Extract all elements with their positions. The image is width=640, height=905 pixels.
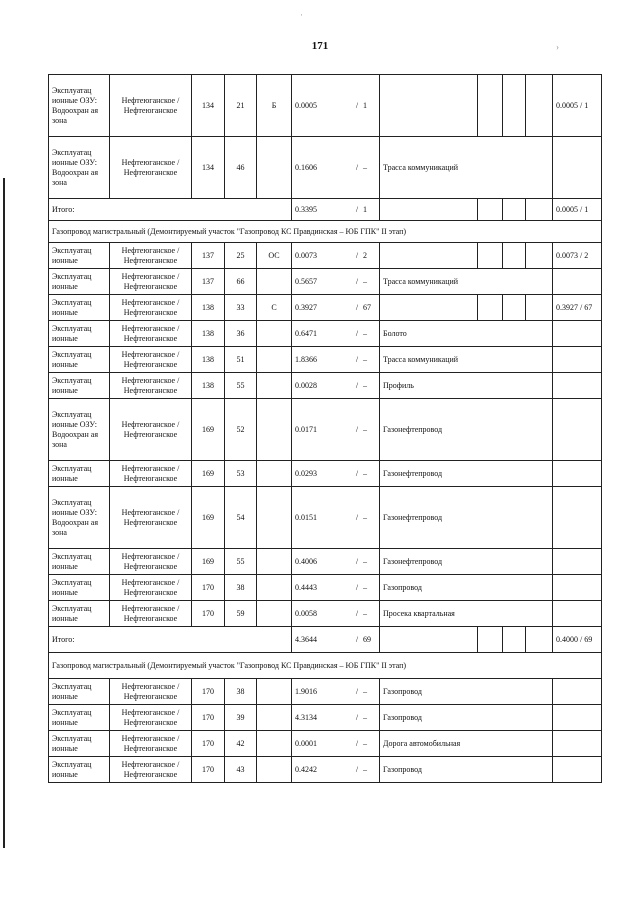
category bbox=[257, 269, 292, 295]
land-description: Трасса коммуникаций bbox=[380, 347, 553, 373]
empty-cell bbox=[503, 199, 526, 221]
municipality: Нефтеюганское / Нефтеюганское bbox=[110, 731, 192, 757]
area-separator: / bbox=[355, 380, 359, 390]
area-cell bbox=[292, 399, 380, 461]
empty-cell bbox=[526, 75, 553, 137]
plot-number: 52 bbox=[225, 399, 257, 461]
area-cell bbox=[292, 347, 380, 373]
area-separator: / bbox=[355, 204, 359, 214]
category bbox=[257, 705, 292, 731]
category bbox=[257, 461, 292, 487]
area-count: – bbox=[363, 512, 367, 522]
area-separator: / bbox=[355, 712, 359, 722]
municipality: Нефтеюганское / Нефтеюганское bbox=[110, 137, 192, 199]
table-row bbox=[49, 373, 602, 399]
empty-cell bbox=[503, 295, 526, 321]
area-count: 1 bbox=[363, 204, 367, 214]
quarter-number: 138 bbox=[192, 321, 225, 347]
quarter-number: 169 bbox=[192, 461, 225, 487]
table-row bbox=[49, 575, 602, 601]
municipality: Нефтеюганское / Нефтеюганское bbox=[110, 705, 192, 731]
category bbox=[257, 757, 292, 783]
table-row bbox=[49, 321, 602, 347]
area-count: – bbox=[363, 354, 367, 364]
plot-number: 38 bbox=[225, 679, 257, 705]
area-count: 67 bbox=[363, 302, 371, 312]
municipality: Нефтеюганское / Нефтеюганское bbox=[110, 75, 192, 137]
usage-type: Эксплуатац ионные bbox=[49, 269, 110, 295]
usage-type: Эксплуатац ионные bbox=[49, 321, 110, 347]
quarter-number: 138 bbox=[192, 373, 225, 399]
quarter-number: 169 bbox=[192, 549, 225, 575]
land-description: Газопровод bbox=[380, 575, 553, 601]
category bbox=[257, 399, 292, 461]
municipality: Нефтеюганское / Нефтеюганское bbox=[110, 679, 192, 705]
category bbox=[257, 601, 292, 627]
category bbox=[257, 373, 292, 399]
quarter-number: 170 bbox=[192, 575, 225, 601]
empty-cell bbox=[380, 243, 478, 269]
quarter-number: 170 bbox=[192, 757, 225, 783]
usage-type: Эксплуатац ионные bbox=[49, 461, 110, 487]
page-number: 171 bbox=[311, 40, 329, 52]
scan-mark: · bbox=[300, 10, 303, 20]
land-description: Профиль bbox=[380, 373, 553, 399]
plot-number: 36 bbox=[225, 321, 257, 347]
total-value: 0.3927 / 67 bbox=[553, 295, 602, 321]
quarter-number: 170 bbox=[192, 705, 225, 731]
quarter-number: 170 bbox=[192, 731, 225, 757]
category bbox=[257, 487, 292, 549]
table-row bbox=[49, 347, 602, 373]
empty-cell bbox=[526, 295, 553, 321]
area-cell bbox=[292, 575, 380, 601]
area-count: – bbox=[363, 328, 367, 338]
category bbox=[257, 549, 292, 575]
total-value bbox=[553, 601, 602, 627]
area-separator: / bbox=[355, 582, 359, 592]
area-value: 0.5657 bbox=[295, 276, 317, 286]
table-row bbox=[49, 679, 602, 705]
area-value: 0.4006 bbox=[295, 556, 317, 566]
table-row bbox=[49, 295, 602, 321]
municipality: Нефтеюганское / Нефтеюганское bbox=[110, 295, 192, 321]
area-count: – bbox=[363, 608, 367, 618]
municipality: Нефтеюганское / Нефтеюганское bbox=[110, 321, 192, 347]
municipality: Нефтеюганское / Нефтеюганское bbox=[110, 399, 192, 461]
area-value: 0.4242 bbox=[295, 764, 317, 774]
total-value bbox=[553, 321, 602, 347]
area-separator: / bbox=[355, 162, 359, 172]
total-value bbox=[553, 347, 602, 373]
area-count: 1 bbox=[363, 100, 367, 110]
municipality: Нефтеюганское / Нефтеюганское bbox=[110, 549, 192, 575]
plot-number: 42 bbox=[225, 731, 257, 757]
plot-number: 55 bbox=[225, 373, 257, 399]
area-value: 0.4443 bbox=[295, 582, 317, 592]
municipality: Нефтеюганское / Нефтеюганское bbox=[110, 601, 192, 627]
table-row bbox=[49, 705, 602, 731]
area-cell bbox=[292, 461, 380, 487]
total-value: 0.0005 / 1 bbox=[553, 75, 602, 137]
area-count: – bbox=[363, 556, 367, 566]
quarter-number: 137 bbox=[192, 269, 225, 295]
total-value bbox=[553, 549, 602, 575]
plot-number: 59 bbox=[225, 601, 257, 627]
area-separator: / bbox=[355, 100, 359, 110]
table-row bbox=[49, 549, 602, 575]
municipality: Нефтеюганское / Нефтеюганское bbox=[110, 575, 192, 601]
area-value: 0.6471 bbox=[295, 328, 317, 338]
quarter-number: 134 bbox=[192, 75, 225, 137]
plot-number: 25 bbox=[225, 243, 257, 269]
area-count: – bbox=[363, 380, 367, 390]
plot-number: 21 bbox=[225, 75, 257, 137]
area-cell bbox=[292, 199, 380, 221]
quarter-number: 170 bbox=[192, 679, 225, 705]
area-cell bbox=[292, 601, 380, 627]
total-value bbox=[553, 575, 602, 601]
area-value: 0.0001 bbox=[295, 738, 317, 748]
area-count: – bbox=[363, 712, 367, 722]
area-value: 1.9016 bbox=[295, 686, 317, 696]
category bbox=[257, 137, 292, 199]
area-cell bbox=[292, 757, 380, 783]
land-description: Газонефтепровод bbox=[380, 549, 553, 575]
area-separator: / bbox=[355, 354, 359, 364]
land-description: Трасса коммуникаций bbox=[380, 269, 553, 295]
plot-number: 46 bbox=[225, 137, 257, 199]
category: С bbox=[257, 295, 292, 321]
area-separator: / bbox=[355, 764, 359, 774]
empty-cell bbox=[503, 243, 526, 269]
area-count: – bbox=[363, 764, 367, 774]
area-separator: / bbox=[355, 512, 359, 522]
area-value: 0.0171 bbox=[295, 424, 317, 434]
area-separator: / bbox=[355, 276, 359, 286]
section-header-row bbox=[49, 221, 602, 243]
land-description: Болото bbox=[380, 321, 553, 347]
area-separator: / bbox=[355, 250, 359, 260]
area-cell bbox=[292, 295, 380, 321]
area-count: 2 bbox=[363, 250, 367, 260]
area-cell bbox=[292, 487, 380, 549]
plot-number: 54 bbox=[225, 487, 257, 549]
land-description: Газопровод bbox=[380, 705, 553, 731]
empty-cell bbox=[380, 295, 478, 321]
land-description: Трасса коммуникаций bbox=[380, 137, 553, 199]
total-row bbox=[49, 627, 602, 653]
plot-number: 33 bbox=[225, 295, 257, 321]
empty-cell bbox=[478, 295, 503, 321]
area-separator: / bbox=[355, 424, 359, 434]
usage-type: Эксплуатац ионные bbox=[49, 347, 110, 373]
area-cell bbox=[292, 731, 380, 757]
usage-type: Эксплуатац ионные bbox=[49, 243, 110, 269]
area-cell bbox=[292, 373, 380, 399]
table-row bbox=[49, 399, 602, 461]
empty-cell bbox=[380, 627, 478, 653]
usage-type: Эксплуатац ионные ОЗУ: Водоохран ая зона bbox=[49, 75, 110, 137]
category: Б bbox=[257, 75, 292, 137]
empty-cell bbox=[478, 75, 503, 137]
area-cell bbox=[292, 321, 380, 347]
usage-type: Эксплуатац ионные bbox=[49, 295, 110, 321]
quarter-number: 134 bbox=[192, 137, 225, 199]
area-separator: / bbox=[355, 686, 359, 696]
area-separator: / bbox=[355, 634, 359, 644]
table-row bbox=[49, 487, 602, 549]
section-title: Газопровод магистральный (Демонтируемый участок "Газопровод КС Правдинская – ЮБ ГПК" II этап) bbox=[49, 653, 602, 679]
total-value bbox=[553, 399, 602, 461]
quarter-number: 170 bbox=[192, 601, 225, 627]
area-cell bbox=[292, 137, 380, 199]
section-title: Газопровод магистральный (Демонтируемый участок "Газопровод КС Правдинская – ЮБ ГПК" II этап) bbox=[49, 221, 602, 243]
area-cell bbox=[292, 549, 380, 575]
area-separator: / bbox=[355, 556, 359, 566]
usage-type: Эксплуатац ионные bbox=[49, 549, 110, 575]
area-separator: / bbox=[355, 608, 359, 618]
total-value: 0.4000 / 69 bbox=[553, 627, 602, 653]
usage-type: Эксплуатац ионные bbox=[49, 373, 110, 399]
municipality: Нефтеюганское / Нефтеюганское bbox=[110, 243, 192, 269]
quarter-number: 138 bbox=[192, 295, 225, 321]
total-value bbox=[553, 373, 602, 399]
land-description: Газопровод bbox=[380, 679, 553, 705]
usage-type: Эксплуатац ионные bbox=[49, 705, 110, 731]
total-label: Итого: bbox=[49, 199, 292, 221]
plot-number: 51 bbox=[225, 347, 257, 373]
empty-cell bbox=[526, 199, 553, 221]
area-value: 0.3395 bbox=[295, 204, 317, 214]
total-value bbox=[553, 679, 602, 705]
table-row bbox=[49, 731, 602, 757]
total-value: 0.0073 / 2 bbox=[553, 243, 602, 269]
area-separator: / bbox=[355, 738, 359, 748]
area-value: 0.3927 bbox=[295, 302, 317, 312]
quarter-number: 169 bbox=[192, 487, 225, 549]
area-cell bbox=[292, 705, 380, 731]
municipality: Нефтеюганское / Нефтеюганское bbox=[110, 347, 192, 373]
area-cell bbox=[292, 627, 380, 653]
area-value: 4.3644 bbox=[295, 634, 317, 644]
municipality: Нефтеюганское / Нефтеюганское bbox=[110, 487, 192, 549]
land-description: Газонефтепровод bbox=[380, 461, 553, 487]
area-value: 0.0028 bbox=[295, 380, 317, 390]
land-description: Просека квартальная bbox=[380, 601, 553, 627]
usage-type: Эксплуатац ионные bbox=[49, 757, 110, 783]
category bbox=[257, 347, 292, 373]
area-separator: / bbox=[355, 468, 359, 478]
land-description: Газонефтепровод bbox=[380, 487, 553, 549]
category bbox=[257, 321, 292, 347]
area-cell bbox=[292, 243, 380, 269]
area-separator: / bbox=[355, 302, 359, 312]
table-row bbox=[49, 269, 602, 295]
empty-cell bbox=[526, 627, 553, 653]
category bbox=[257, 731, 292, 757]
municipality: Нефтеюганское / Нефтеюганское bbox=[110, 373, 192, 399]
plot-number: 38 bbox=[225, 575, 257, 601]
empty-cell bbox=[478, 199, 503, 221]
usage-type: Эксплуатац ионные bbox=[49, 679, 110, 705]
area-count: – bbox=[363, 686, 367, 696]
area-count: – bbox=[363, 468, 367, 478]
area-value: 0.0151 bbox=[295, 512, 317, 522]
municipality: Нефтеюганское / Нефтеюганское bbox=[110, 461, 192, 487]
scan-mark: › bbox=[556, 42, 559, 52]
area-cell bbox=[292, 269, 380, 295]
area-value: 0.0073 bbox=[295, 250, 317, 260]
usage-type: Эксплуатац ионные bbox=[49, 731, 110, 757]
area-count: – bbox=[363, 162, 367, 172]
area-separator: / bbox=[355, 328, 359, 338]
empty-cell bbox=[503, 75, 526, 137]
land-description: Газопровод bbox=[380, 757, 553, 783]
area-count: – bbox=[363, 738, 367, 748]
usage-type: Эксплуатац ионные bbox=[49, 575, 110, 601]
area-count: – bbox=[363, 582, 367, 592]
total-value bbox=[553, 461, 602, 487]
area-count: 69 bbox=[363, 634, 371, 644]
section-header-row bbox=[49, 653, 602, 679]
usage-type: Эксплуатац ионные ОЗУ: Водоохран ая зона bbox=[49, 399, 110, 461]
table-row bbox=[49, 137, 602, 199]
plot-number: 39 bbox=[225, 705, 257, 731]
category bbox=[257, 679, 292, 705]
total-value bbox=[553, 757, 602, 783]
land-description: Газонефтепровод bbox=[380, 399, 553, 461]
table-row bbox=[49, 757, 602, 783]
total-row bbox=[49, 199, 602, 221]
empty-cell bbox=[478, 243, 503, 269]
area-count: – bbox=[363, 276, 367, 286]
quarter-number: 169 bbox=[192, 399, 225, 461]
table-row bbox=[49, 461, 602, 487]
category: ОС bbox=[257, 243, 292, 269]
area-value: 0.0058 bbox=[295, 608, 317, 618]
plot-number: 53 bbox=[225, 461, 257, 487]
municipality: Нефтеюганское / Нефтеюганское bbox=[110, 757, 192, 783]
category bbox=[257, 575, 292, 601]
scan-margin-bar bbox=[3, 178, 5, 848]
area-value: 0.0293 bbox=[295, 468, 317, 478]
area-value: 4.3134 bbox=[295, 712, 317, 722]
area-cell bbox=[292, 679, 380, 705]
table-row bbox=[49, 75, 602, 137]
quarter-number: 138 bbox=[192, 347, 225, 373]
total-value bbox=[553, 137, 602, 199]
area-cell bbox=[292, 75, 380, 137]
total-value bbox=[553, 269, 602, 295]
quarter-number: 137 bbox=[192, 243, 225, 269]
total-label: Итого: bbox=[49, 627, 292, 653]
area-value: 0.1606 bbox=[295, 162, 317, 172]
total-value: 0.0005 / 1 bbox=[553, 199, 602, 221]
usage-type: Эксплуатац ионные bbox=[49, 601, 110, 627]
empty-cell bbox=[503, 627, 526, 653]
area-value: 1.8366 bbox=[295, 354, 317, 364]
area-count: – bbox=[363, 424, 367, 434]
total-value bbox=[553, 731, 602, 757]
municipality: Нефтеюганское / Нефтеюганское bbox=[110, 269, 192, 295]
total-value bbox=[553, 487, 602, 549]
plot-number: 66 bbox=[225, 269, 257, 295]
land-plot-table bbox=[48, 74, 602, 783]
empty-cell bbox=[478, 627, 503, 653]
table-row bbox=[49, 601, 602, 627]
empty-cell bbox=[380, 75, 478, 137]
plot-number: 43 bbox=[225, 757, 257, 783]
empty-cell bbox=[380, 199, 478, 221]
plot-number: 55 bbox=[225, 549, 257, 575]
empty-cell bbox=[526, 243, 553, 269]
land-description: Дорога автомобильная bbox=[380, 731, 553, 757]
usage-type: Эксплуатац ионные ОЗУ: Водоохран ая зона bbox=[49, 487, 110, 549]
area-value: 0.0005 bbox=[295, 100, 317, 110]
table-row bbox=[49, 243, 602, 269]
usage-type: Эксплуатац ионные ОЗУ: Водоохран ая зона bbox=[49, 137, 110, 199]
total-value bbox=[553, 705, 602, 731]
